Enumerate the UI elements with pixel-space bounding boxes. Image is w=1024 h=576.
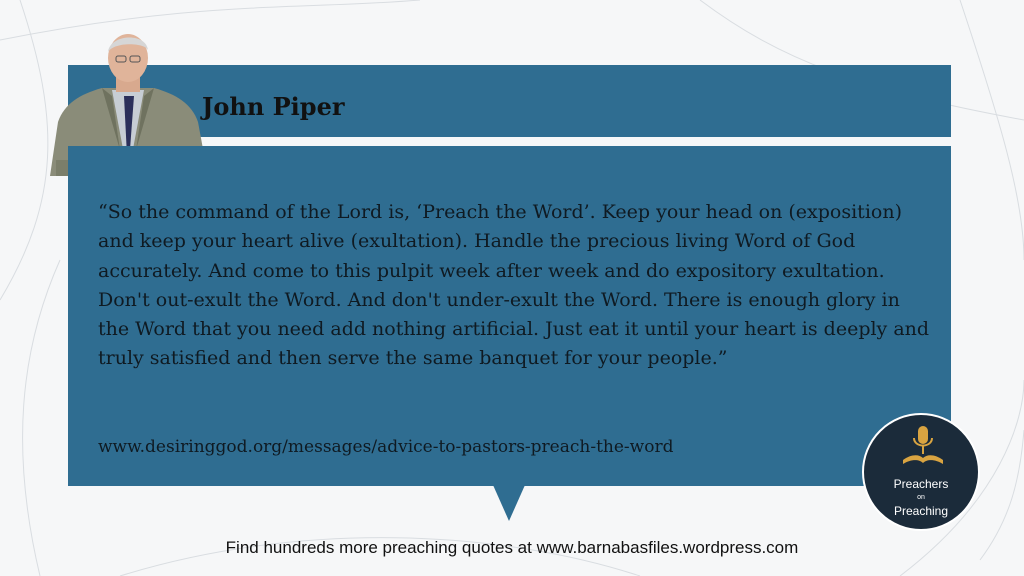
footer-caption: Find hundreds more preaching quotes at www.barnabasfiles.wordpress.com [225,538,799,557]
logo-text-on: on [917,494,925,501]
logo-text-preaching: Preaching [893,504,949,518]
logo-text-preachers: Preachers [893,477,949,491]
preachers-on-preaching-logo [862,413,980,531]
speech-bubble-pointer [493,485,525,521]
quote-source-url: www.desiringgod.org/messages/advice-to-pastors-preach-the-word [98,437,674,457]
quote-text: “So the command of the Lord is, ‘Preach the Word’. Keep your head on (exposition) and keep your heart alive (exultation). Handle the precious living Word of God accurately. And come to this pulpit week after week and do expository exultation. Don't out-exult the Word. And don't under-exult the Word. There is enough glory in the Word that you need add nothing artificial. Just eat it until your heart is deeply and truly satisfied and then serve the same banquet for your people.” [98,201,930,370]
speaker-name: John Piper [202,92,345,121]
microphone-book-icon [899,424,947,472]
